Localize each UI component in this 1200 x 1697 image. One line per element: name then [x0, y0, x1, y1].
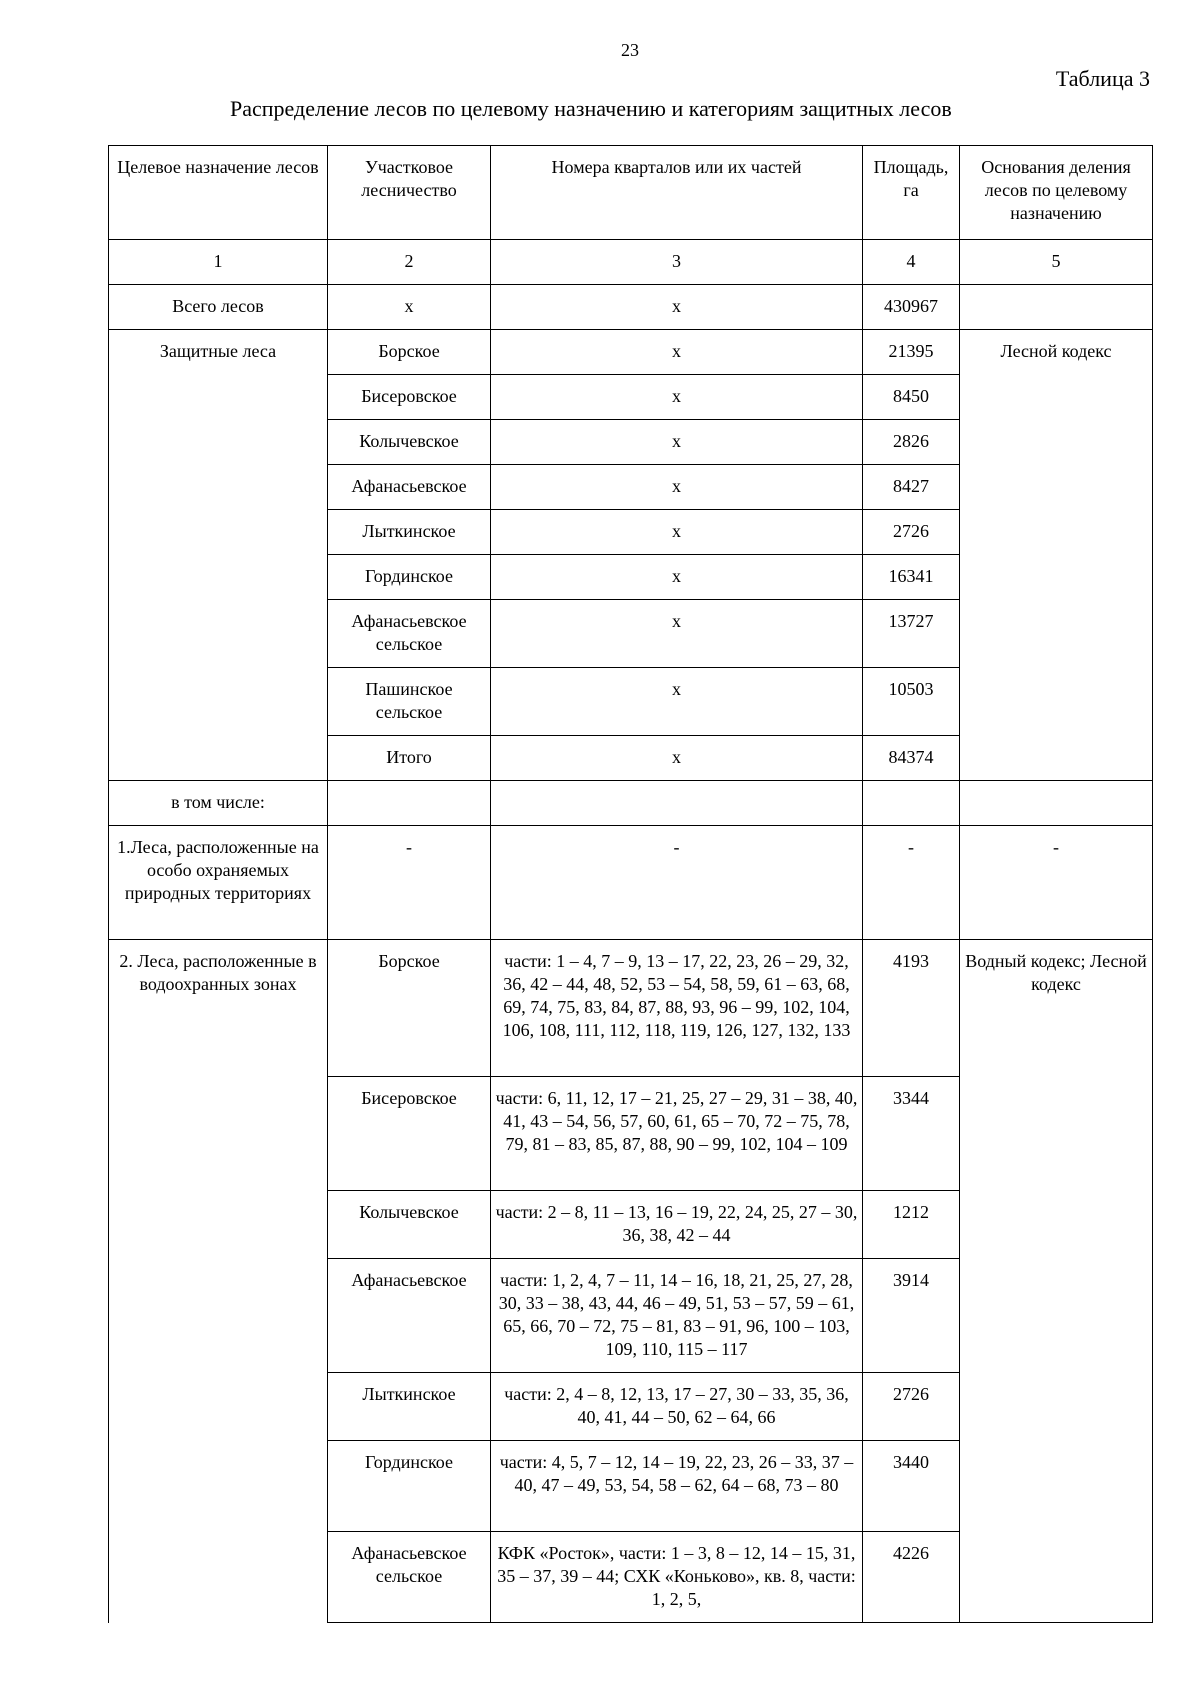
total-purpose: Всего лесов — [109, 285, 328, 330]
area-cell: 2826 — [863, 420, 960, 465]
protected-basis: - — [960, 826, 1153, 940]
quarters-cell: части: 2, 4 – 8, 12, 13, 17 – 27, 30 – 33, 35, 36, 40, 41, 44 – 50, 62 – 64, 66 — [491, 1373, 863, 1441]
district-cell: Афанасьевское — [328, 1259, 491, 1373]
column-number-row — [109, 240, 1153, 285]
quarters-cell: КФК «Росток», части: 1 – 3, 8 – 12, 14 – 15, 31, 35 – 37, 39 – 44; СХК «Коньково», кв. 8, части: 1, 2, 5, — [491, 1532, 863, 1623]
district-cell: Борское — [328, 940, 491, 1077]
empty-cell — [491, 781, 863, 826]
district-cell: Гординское — [328, 555, 491, 600]
protected-quarters: - — [491, 826, 863, 940]
header-area: Площадь, га — [863, 146, 960, 240]
table-title: Распределение лесов по целевому назначению и категориям защитных лесов — [230, 96, 952, 121]
quarters-cell: х — [491, 736, 863, 781]
district-cell: Афанасьевское сельское — [328, 1532, 491, 1623]
protected-areas-row — [109, 826, 1153, 940]
area-cell: 2726 — [863, 510, 960, 555]
table-label: Таблица 3 — [1055, 66, 1150, 91]
quarters-cell: части: 1, 2, 4, 7 – 11, 14 – 16, 18, 21, 25, 27, 28, 30, 33 – 38, 43, 44, 46 – 49, 51, 53 – 57, 59 – 61, 65, 66, 70 – 72, 75 – 81, 83 – 91, 96, 100 – 103, 109, 110, 115 – 117 — [491, 1259, 863, 1373]
protected-district: - — [328, 826, 491, 940]
area-cell: 2726 — [863, 1373, 960, 1441]
area-cell: 84374 — [863, 736, 960, 781]
area-cell: 1212 — [863, 1191, 960, 1259]
protected-purpose: 1.Леса, расположенные на особо охраняемых природных территориях — [109, 826, 328, 940]
area-cell: 4193 — [863, 940, 960, 1077]
quarters-cell: х — [491, 330, 863, 375]
protective-basis: Лесной кодекс — [960, 330, 1153, 781]
page-number: 23 — [621, 40, 639, 60]
district-cell: Борское — [328, 330, 491, 375]
quarters-cell: х — [491, 555, 863, 600]
quarters-cell: части: 1 – 4, 7 – 9, 13 – 17, 22, 23, 26 – 29, 32, 36, 42 – 44, 48, 52, 53 – 54, 58, 59, 61 – 63, 68, 69, 74, 75, 83, 84, 87, 88, 93, 96 – 99, 102, 104, 106, 108, 111, 112, 118, 119, 126, 127, 132, 133 — [491, 940, 863, 1077]
empty-cell — [863, 781, 960, 826]
total-quarters: х — [491, 285, 863, 330]
quarters-cell: х — [491, 375, 863, 420]
total-basis — [960, 285, 1153, 330]
quarters-cell: х — [491, 465, 863, 510]
column-number: 4 — [863, 240, 960, 285]
total-area: 430967 — [863, 285, 960, 330]
protective-purpose: Защитные леса — [109, 330, 328, 781]
water-zones-basis: Водный кодекс; Лесной кодекс — [960, 940, 1153, 1623]
district-cell: Гординское — [328, 1441, 491, 1532]
forest-distribution-table — [108, 145, 1153, 1623]
empty-cell — [328, 781, 491, 826]
district-cell: Колычевское — [328, 1191, 491, 1259]
area-cell: 8450 — [863, 375, 960, 420]
district-cell: Лыткинское — [328, 510, 491, 555]
area-cell: 4226 — [863, 1532, 960, 1623]
table-row — [109, 330, 1153, 375]
district-cell: Лыткинское — [328, 1373, 491, 1441]
column-number: 5 — [960, 240, 1153, 285]
district-cell: Итого — [328, 736, 491, 781]
area-cell: 8427 — [863, 465, 960, 510]
header-district: Участковое лесничество — [328, 146, 491, 240]
area-cell: 3440 — [863, 1441, 960, 1532]
protected-area: - — [863, 826, 960, 940]
total-row — [109, 285, 1153, 330]
district-cell: Пашинское сельское — [328, 668, 491, 736]
area-cell: 3344 — [863, 1077, 960, 1191]
header-purpose: Целевое назначение лесов — [109, 146, 328, 240]
column-number: 1 — [109, 240, 328, 285]
quarters-cell: х — [491, 510, 863, 555]
header-quarters: Номера кварталов или их частей — [491, 146, 863, 240]
quarters-cell: части: 6, 11, 12, 17 – 21, 25, 27 – 29, 31 – 38, 40, 41, 43 – 54, 56, 57, 60, 61, 65 – 70, 72 – 75, 78, 79, 81 – 83, 85, 87, 88, 90 – 99, 102, 104 – 109 — [491, 1077, 863, 1191]
header-row — [109, 146, 1153, 240]
column-number: 3 — [491, 240, 863, 285]
quarters-cell: х — [491, 420, 863, 465]
area-cell: 3914 — [863, 1259, 960, 1373]
quarters-cell: части: 4, 5, 7 – 12, 14 – 19, 22, 23, 26 – 33, 37 – 40, 47 – 49, 53, 54, 58 – 62, 64 – 68, 73 – 80 — [491, 1441, 863, 1532]
quarters-cell: х — [491, 600, 863, 668]
header-basis: Основания деления лесов по целевому назначению — [960, 146, 1153, 240]
quarters-cell: части: 2 – 8, 11 – 13, 16 – 19, 22, 24, 25, 27 – 30, 36, 38, 42 – 44 — [491, 1191, 863, 1259]
district-cell: Афанасьевское сельское — [328, 600, 491, 668]
empty-cell — [960, 781, 1153, 826]
area-cell: 16341 — [863, 555, 960, 600]
area-cell: 10503 — [863, 668, 960, 736]
district-cell: Колычевское — [328, 420, 491, 465]
column-number: 2 — [328, 240, 491, 285]
quarters-cell: х — [491, 668, 863, 736]
district-cell: Бисеровское — [328, 1077, 491, 1191]
total-district: х — [328, 285, 491, 330]
including-label: в том числе: — [109, 781, 328, 826]
district-cell: Афанасьевское — [328, 465, 491, 510]
district-cell: Бисеровское — [328, 375, 491, 420]
table-row — [109, 940, 1153, 1077]
area-cell: 21395 — [863, 330, 960, 375]
water-zones-purpose: 2. Леса, расположенные в водоохранных зонах — [109, 940, 328, 1623]
including-row — [109, 781, 1153, 826]
area-cell: 13727 — [863, 600, 960, 668]
